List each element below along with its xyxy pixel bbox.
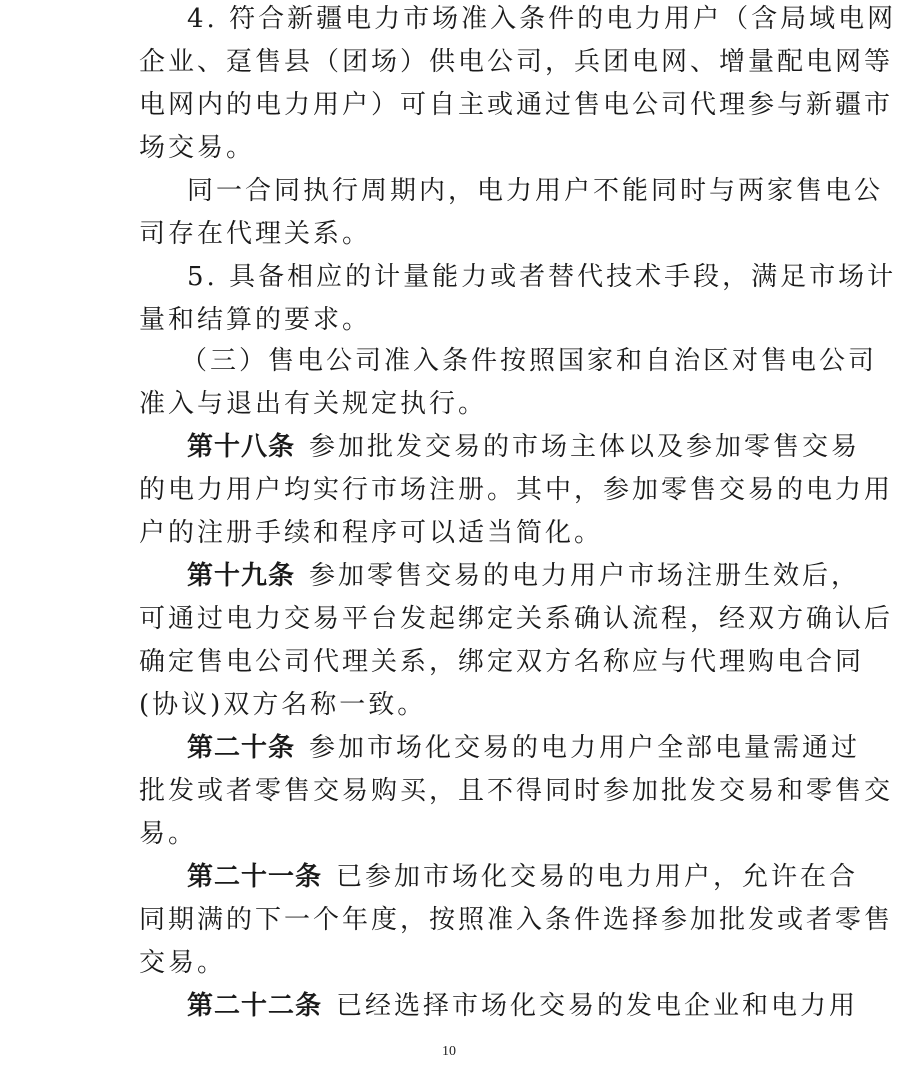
article-22-first-line [187, 991, 858, 1021]
article-text: 已经选择市场化交易的发电企业和电力用 [336, 991, 859, 1021]
paragraph-line: （三）售电公司准入条件按照国家和自治区对售电公司 [181, 346, 878, 376]
article-heading: 第十九条 [187, 561, 296, 591]
paragraph-line: 企业、趸售县（团场）供电公司，兵团电网、增量配电网等 [139, 47, 894, 77]
paragraph-line: 批发或者零售交易购买，且不得同时参加批发交易和零售交 [139, 776, 894, 806]
article-text: 参加批发交易的市场主体以及参加零售交易 [309, 432, 861, 462]
article-text: 已参加市场化交易的电力用户，允许在合 [336, 862, 859, 892]
paragraph-line: 场交易。 [139, 133, 256, 163]
paragraph-line: 可通过电力交易平台发起绑定关系确认流程，经双方确认后 [139, 604, 894, 634]
article-heading: 第十八条 [187, 432, 296, 462]
article-20-first-line [187, 733, 860, 763]
paragraph-line: 确定售电公司代理关系，绑定双方名称应与代理购电合同 [139, 647, 865, 677]
article-21-first-line [187, 862, 858, 892]
paragraph-line: 量和结算的要求。 [139, 305, 372, 335]
paragraph-line: 5. 具备相应的计量能力或者替代技术手段，满足市场计 [187, 262, 897, 292]
article-18-first-line [187, 432, 860, 462]
paragraph-line: 的电力用户均实行市场注册。其中，参加零售交易的电力用 [139, 475, 894, 505]
paragraph-line: 同期满的下一个年度，按照准入条件选择参加批发或者零售 [139, 905, 894, 935]
article-heading: 第二十一条 [187, 862, 323, 892]
article-19-first-line [187, 561, 860, 591]
paragraph-line: 同一合同执行周期内，电力用户不能同时与两家售电公 [187, 176, 884, 206]
page-number: 10 [442, 1044, 456, 1059]
paragraph-line: (协议)双方名称一致。 [139, 690, 427, 720]
article-heading: 第二十条 [187, 733, 296, 763]
paragraph-line: 司存在代理关系。 [139, 219, 372, 249]
paragraph-line: 交易。 [139, 948, 227, 978]
article-text: 参加市场化交易的电力用户全部电量需通过 [309, 733, 861, 763]
paragraph-line: 户的注册手续和程序可以适当简化。 [139, 518, 604, 548]
paragraph-line: 电网内的电力用户）可自主或通过售电公司代理参与新疆市 [139, 90, 894, 120]
article-text: 参加零售交易的电力用户市场注册生效后， [309, 561, 861, 591]
paragraph-line: 准入与退出有关规定执行。 [139, 389, 488, 419]
paragraph-line: 4. 符合新疆电力市场准入条件的电力用户（含局域电网 [187, 4, 897, 34]
paragraph-line: 易。 [139, 819, 198, 849]
article-heading: 第二十二条 [187, 991, 323, 1021]
